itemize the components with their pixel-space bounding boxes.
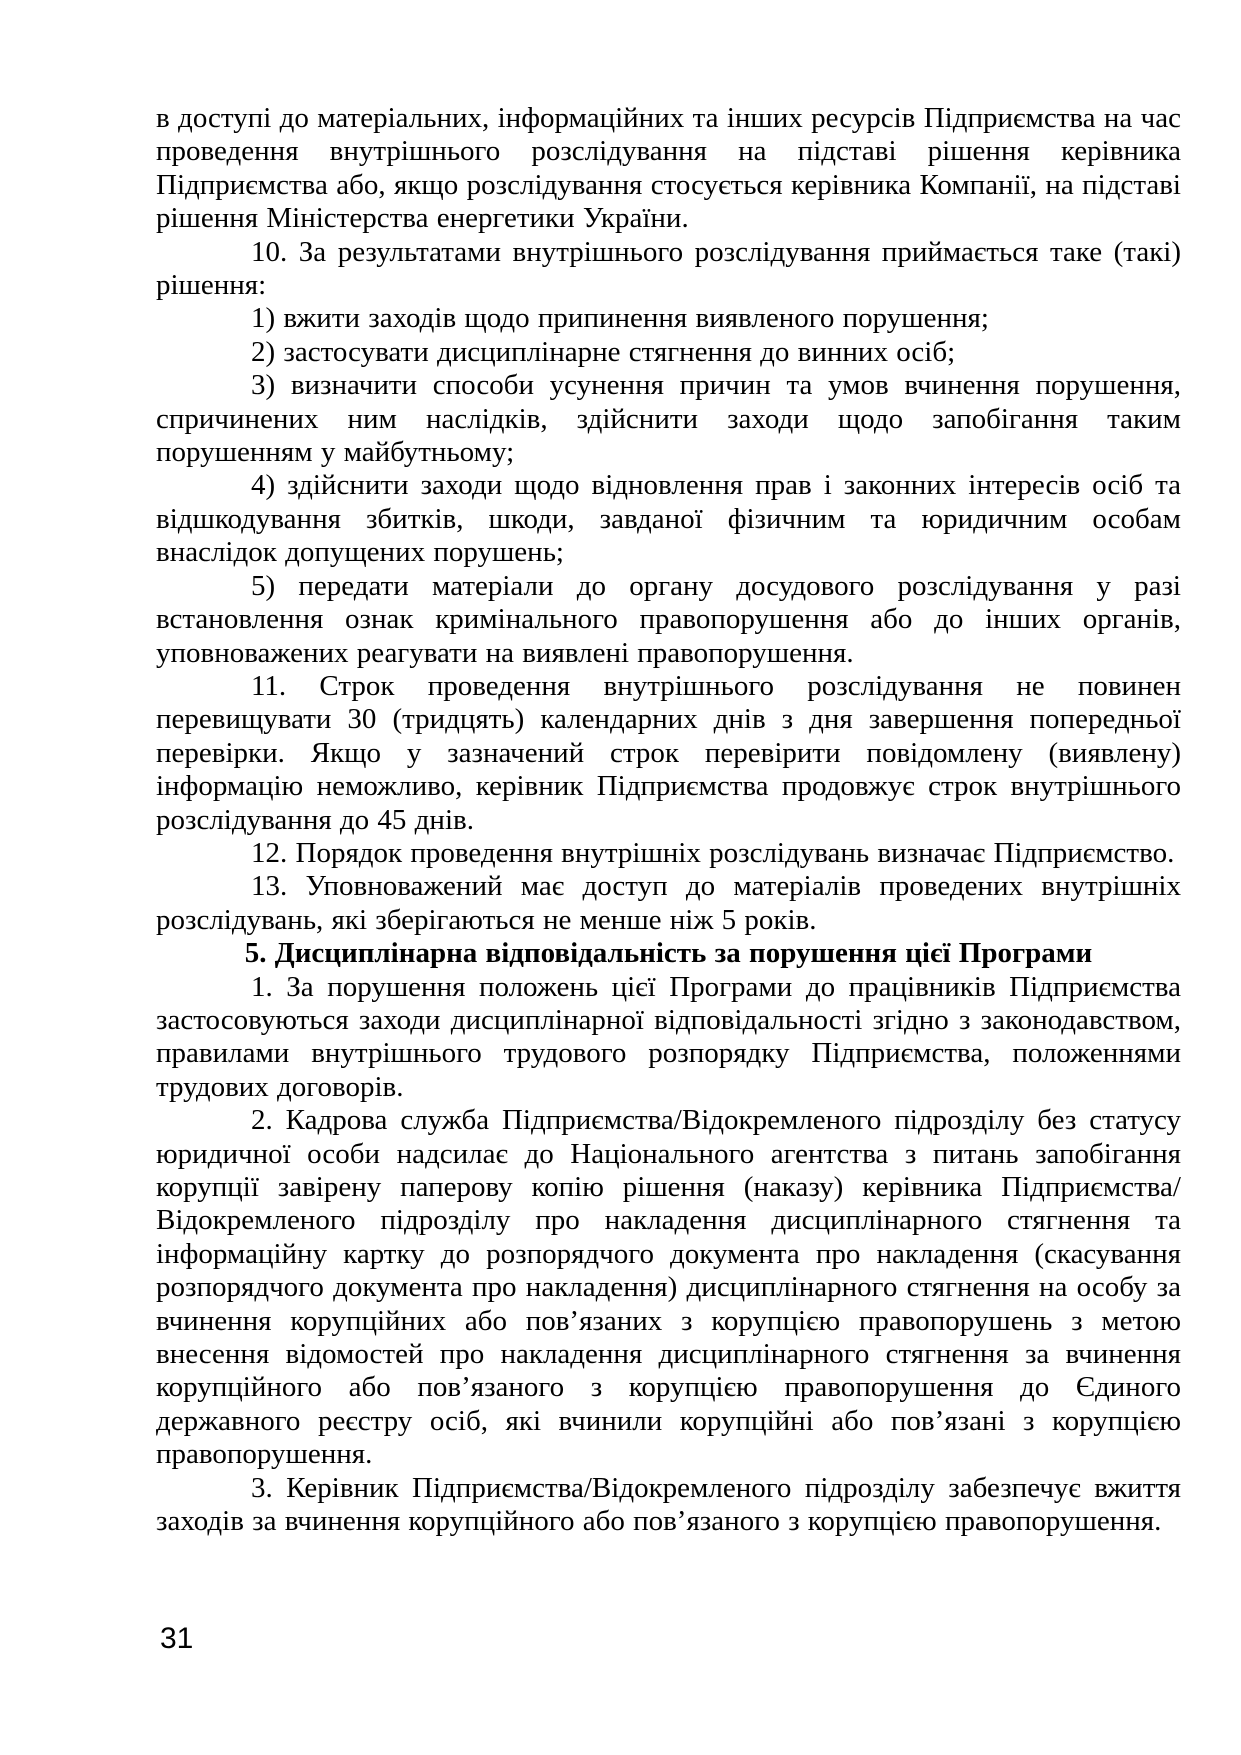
- list-item: 5) передати матеріали до органу досудового розслідування у разі встановлення ознак кримінального правопорушення або до інших органів, уповноважених реагувати на виявлені правопорушення.: [156, 569, 1181, 669]
- paragraph: 13. Уповноважений має доступ до матеріалів проведених внутрішніх розслідувань, які зберігаються не менше ніж 5 років.: [156, 870, 1181, 936]
- list-item: 2) застосувати дисциплінарне стягнення до винних осіб;: [251, 335, 956, 368]
- paragraph: в доступі до матеріальних, інформаційних та інших ресурсів Підприємства на час проведення внутрішнього розслідування на підставі рішення керівника Підприємства або, якщо розслідування стосується керівника Компанії, на підставі рішення Міністерства енергетики України.: [156, 102, 1181, 235]
- paragraph: 1. За порушення положень цієї Програми до працівників Підприємства застосовуються заходи дисциплінарної відповідальності згідно з законодавством, правилами внутрішнього трудового розпорядку Підприємства, положеннями трудових договорів.: [156, 970, 1181, 1103]
- list-item: 4) здійснити заходи щодо відновлення прав і законних інтересів осіб та відшкодування збитків, шкоди, завданої фізичним та юридичним особам внаслідок допущених порушень;: [156, 469, 1181, 569]
- document-body: [156, 102, 1181, 1538]
- paragraph: 12. Порядок проведення внутрішніх розслідувань визначає Підприємство.: [251, 836, 1175, 869]
- paragraph: 3. Керівник Підприємства/Відокремленого підрозділу забезпечує вжиття заходів за вчинення корупційного або пов’язаного з корупцією правопорушення.: [156, 1471, 1181, 1538]
- list-item: 3) визначити способи усунення причин та умов вчинення порушення, спричинених ним наслідків, здійснити заходи щодо запобігання таким порушенням у майбутньому;: [156, 369, 1181, 469]
- paragraph: 2. Кадрова служба Підприємства/Відокремленого підрозділу без статусу юридичної особи надсилає до Національного агентства з питань запобігання корупції завірену паперову копію рішення (наказу) керівника Підприємства/Відокремленого підрозділу про накладення дисциплінарного стягнення та інформаційну картку до розпорядчого документа про накладення (скасування розпорядчого документа про накладення) дисциплінарного стягнення на особу за вчинення корупційних або пов’язаних з корупцією правопорушень з метою внесення відомостей про накладення дисциплінарного стягнення за вчинення корупційного або пов’язаного з корупцією правопорушення до Єдиного державного реєстру осіб, які вчинили корупційні або пов’язані з корупцією правопорушення.: [156, 1104, 1181, 1471]
- paragraph: 10. За результатами внутрішнього розслідування приймається таке (такі) рішення:: [156, 235, 1181, 302]
- page-number: 31: [160, 1622, 194, 1655]
- section-heading: 5. Дисциплінарна відповідальність за порушення цієї Програми: [244, 937, 1093, 970]
- list-item: 1) вжити заходів щодо припинення виявленого порушення;: [251, 302, 989, 335]
- paragraph: 11. Строк проведення внутрішнього розслідування не повинен перевищувати 30 (тридцять) календарних днів з дня завершення попередньої перевірки. Якщо у зазначений строк перевірити повідомлену (виявлену) інформацію неможливо, керівник Підприємства продовжує строк внутрішнього розслідування до 45 днів.: [156, 669, 1181, 836]
